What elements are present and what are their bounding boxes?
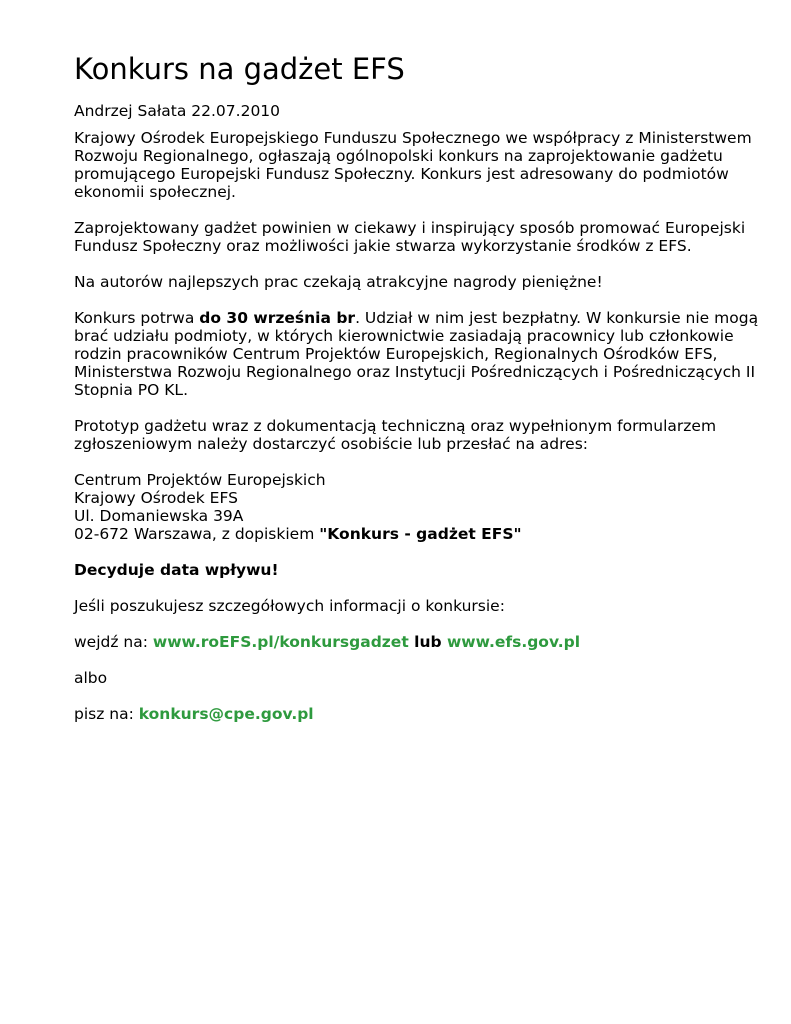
article-byline: Andrzej Sałata 22.07.2010: [74, 102, 281, 120]
visit-prefix: wejdź na:: [74, 633, 153, 651]
paragraph-prizes: Na autorów najlepszych prac czekają atrakcyjne nagrody pieniężne!: [74, 273, 603, 291]
terms-text-end: . Udział w nim jest bezpłatny. W konkursie nie mogą brać udziału podmioty, w których kierownictwie zasiadają pracownicy lub członkowie rodzin pracowników Centrum Projektów Europejskich, Regionalnych Ośrodków EFS, Ministerstwa Rozwoju Regionalnego oraz Instytucji Pośredniczących i Pośredniczących II Stopnia PO KL.: [74, 309, 759, 399]
address-city: 02-672 Warszawa, z dopiskiem: [74, 525, 320, 543]
address-block: [74, 471, 761, 543]
address-line-3: Ul. Domaniewska 39A: [74, 507, 244, 525]
address-line-4: [74, 525, 761, 543]
paragraph-terms: [74, 309, 761, 399]
address-line-1: Centrum Projektów Europejskich: [74, 471, 326, 489]
efs-gov-link[interactable]: www.efs.gov.pl: [446, 633, 581, 651]
or-text: albo: [74, 669, 108, 687]
paragraph-intro: Krajowy Ośrodek Europejskiego Funduszu Społecznego we współpracy z Ministerstwem Rozwoju Regionalnego, ogłaszają ogólnopolski konkurs na zaprojektowanie gadżetu promującego Europejski Fundusz Społeczny. Konkurs jest adresowany do podmiotów ekonomii społecznej.: [74, 129, 752, 201]
deadline-note: [74, 561, 761, 579]
article-title: Konkurs na gadżet EFS: [74, 52, 405, 86]
paragraph-gadget-description: Zaprojektowany gadżet powinien w ciekawy i inspirujący sposób promować Europejski Fundusz Społeczny oraz możliwości jakie stwarza wykorzystanie środków z EFS.: [74, 219, 746, 255]
address-line-2: Krajowy Ośrodek EFS: [74, 489, 238, 507]
write-line: [74, 705, 761, 723]
terms-text-start: Konkurs potrwa: [74, 309, 200, 327]
info-intro: Jeśli poszukujesz szczegółowych informacji o konkursie:: [74, 597, 505, 615]
address-annotation: "Konkurs - gadżet EFS": [319, 525, 522, 543]
visit-line: [74, 633, 761, 651]
deadline-note-text: Decyduje data wpływu!: [74, 561, 279, 579]
link-joiner: lub: [408, 633, 447, 651]
roefs-link[interactable]: www.roEFS.pl/konkursgadzet: [152, 633, 409, 651]
terms-deadline: do 30 września br: [199, 309, 356, 327]
write-prefix: pisz na:: [74, 705, 139, 723]
paragraph-submission: Prototyp gadżetu wraz z dokumentacją techniczną oraz wypełnionym formularzem zgłoszeniowym należy dostarczyć osobiście lub przesłać na adres:: [74, 417, 717, 453]
email-link[interactable]: konkurs@cpe.gov.pl: [138, 705, 314, 723]
